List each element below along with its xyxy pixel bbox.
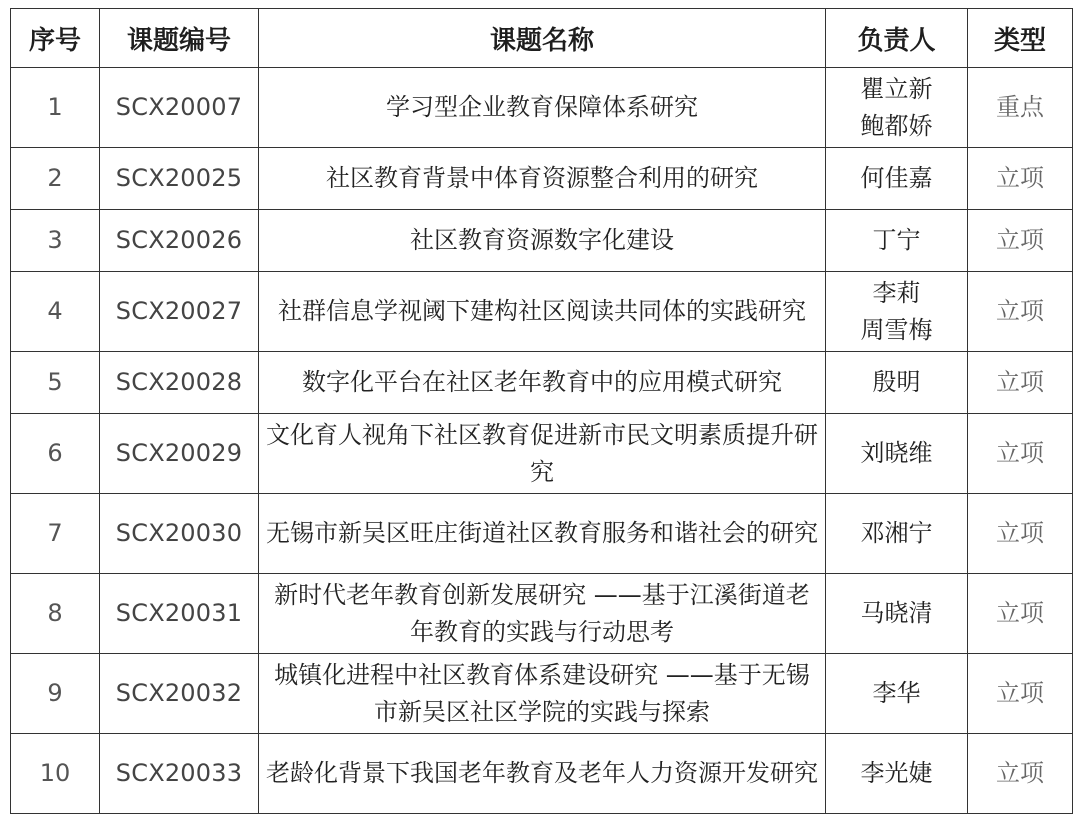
cell-seq: 9 bbox=[11, 654, 100, 734]
owner-name: 李莉 bbox=[872, 278, 921, 307]
cell-seq: 7 bbox=[11, 494, 100, 574]
cell-code: SCX20032 bbox=[100, 654, 259, 734]
cell-name: 无锡市新吴区旺庄街道社区教育服务和谐社会的研究 bbox=[259, 494, 826, 574]
cell-type: 重点 bbox=[968, 68, 1073, 148]
cell-owner bbox=[826, 654, 968, 734]
cell-name: 社群信息学视阈下建构社区阅读共同体的实践研究 bbox=[259, 272, 826, 352]
cell-owner bbox=[826, 494, 968, 574]
cell-type: 立项 bbox=[968, 734, 1073, 814]
cell-owner bbox=[826, 68, 968, 148]
cell-code: SCX20029 bbox=[100, 414, 259, 494]
cell-code: SCX20028 bbox=[100, 352, 259, 414]
cell-name: 文化育人视角下社区教育促进新市民文明素质提升研究 bbox=[259, 414, 826, 494]
cell-seq: 6 bbox=[11, 414, 100, 494]
cell-code: SCX20033 bbox=[100, 734, 259, 814]
owner-name: 邓湘宁 bbox=[860, 519, 933, 547]
cell-seq: 10 bbox=[11, 734, 100, 814]
table-row bbox=[11, 68, 1073, 148]
cell-code: SCX20027 bbox=[100, 272, 259, 352]
cell-type: 立项 bbox=[968, 272, 1073, 352]
owner-name: 周雪梅 bbox=[860, 315, 933, 344]
table-body bbox=[11, 68, 1073, 814]
table-row bbox=[11, 352, 1073, 414]
cell-owner bbox=[826, 210, 968, 272]
cell-name: 社区教育资源数字化建设 bbox=[259, 210, 826, 272]
cell-type: 立项 bbox=[968, 148, 1073, 210]
cell-name: 老龄化背景下我国老年教育及老年人力资源开发研究 bbox=[259, 734, 826, 814]
header-owner: 负责人 bbox=[826, 9, 968, 68]
cell-code: SCX20026 bbox=[100, 210, 259, 272]
cell-type: 立项 bbox=[968, 654, 1073, 734]
header-name: 课题名称 bbox=[259, 9, 826, 68]
cell-code: SCX20025 bbox=[100, 148, 259, 210]
table-row bbox=[11, 494, 1073, 574]
cell-type: 立项 bbox=[968, 574, 1073, 654]
cell-name: 城镇化进程中社区教育体系建设研究 ——基于无锡市新吴区社区学院的实践与探索 bbox=[259, 654, 826, 734]
cell-type: 立项 bbox=[968, 210, 1073, 272]
header-type: 类型 bbox=[968, 9, 1073, 68]
table-row bbox=[11, 734, 1073, 814]
cell-name: 社区教育背景中体育资源整合利用的研究 bbox=[259, 148, 826, 210]
cell-name: 学习型企业教育保障体系研究 bbox=[259, 68, 826, 148]
owner-name: 马晓清 bbox=[860, 599, 933, 627]
owner-name: 殷明 bbox=[872, 368, 921, 396]
cell-seq: 4 bbox=[11, 272, 100, 352]
cell-code: SCX20007 bbox=[100, 68, 259, 148]
cell-owner bbox=[826, 734, 968, 814]
table-header-row bbox=[11, 9, 1073, 68]
header-seq: 序号 bbox=[11, 9, 100, 68]
table-row bbox=[11, 414, 1073, 494]
owner-name: 丁宁 bbox=[872, 226, 921, 254]
table-row bbox=[11, 272, 1073, 352]
owner-name: 李光婕 bbox=[860, 759, 933, 787]
table-row bbox=[11, 148, 1073, 210]
owner-name: 李华 bbox=[872, 679, 921, 707]
research-projects-table bbox=[10, 8, 1073, 814]
header-code: 课题编号 bbox=[100, 9, 259, 68]
cell-name: 新时代老年教育创新发展研究 ——基于江溪街道老年教育的实践与行动思考 bbox=[259, 574, 826, 654]
cell-seq: 8 bbox=[11, 574, 100, 654]
cell-owner bbox=[826, 148, 968, 210]
cell-seq: 2 bbox=[11, 148, 100, 210]
owner-name: 何佳嘉 bbox=[860, 164, 933, 192]
owner-name: 刘晓维 bbox=[860, 439, 933, 467]
cell-owner bbox=[826, 574, 968, 654]
table-row bbox=[11, 210, 1073, 272]
cell-owner bbox=[826, 352, 968, 414]
cell-type: 立项 bbox=[968, 414, 1073, 494]
table-row bbox=[11, 654, 1073, 734]
cell-type: 立项 bbox=[968, 352, 1073, 414]
cell-seq: 3 bbox=[11, 210, 100, 272]
owner-name: 鲍都娇 bbox=[860, 111, 933, 140]
table-row bbox=[11, 574, 1073, 654]
cell-code: SCX20030 bbox=[100, 494, 259, 574]
cell-type: 立项 bbox=[968, 494, 1073, 574]
owner-name: 瞿立新 bbox=[860, 74, 933, 103]
cell-owner bbox=[826, 272, 968, 352]
cell-seq: 5 bbox=[11, 352, 100, 414]
cell-owner bbox=[826, 414, 968, 494]
cell-code: SCX20031 bbox=[100, 574, 259, 654]
cell-seq: 1 bbox=[11, 68, 100, 148]
cell-name: 数字化平台在社区老年教育中的应用模式研究 bbox=[259, 352, 826, 414]
